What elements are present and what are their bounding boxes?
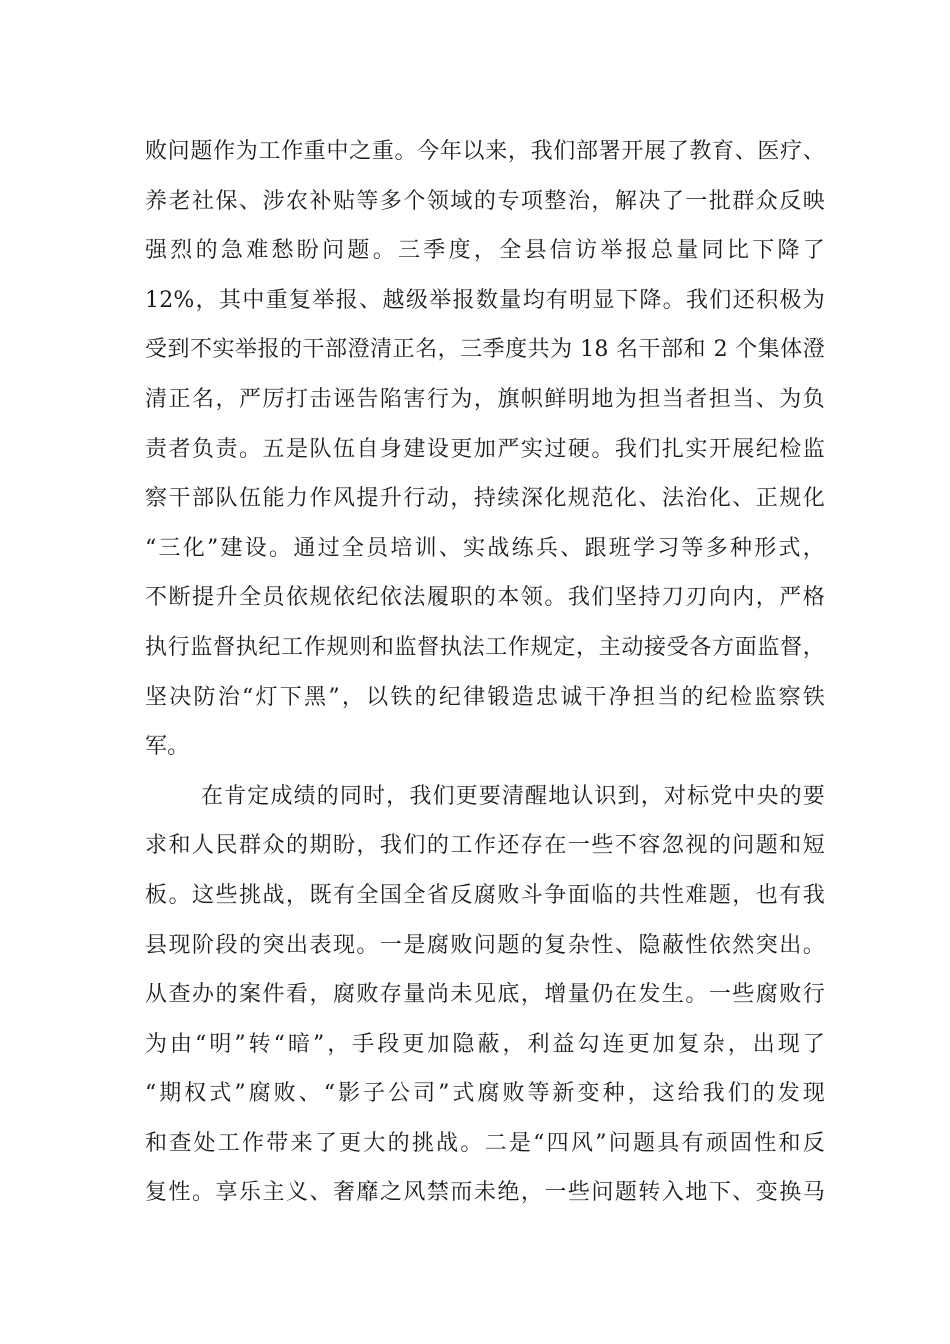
body-text — [145, 127, 825, 1218]
text-line: 12%，其中重复举报、越级举报数量均有明显下降。我们还积极为 — [145, 287, 825, 313]
text-line: 不断提升全员依规依纪依法履职的本领。我们坚持刀刃向内，严格 — [145, 585, 825, 611]
text-line: 从查办的案件看，腐败存量尚未见底，增量仍在发生。一些腐败行 — [145, 982, 825, 1008]
text-line: 清正名，严厉打击诬告陷害行为，旗帜鲜明地为担当者担当、为负 — [145, 386, 825, 412]
text-line: 求和人民群众的期盼，我们的工作还存在一些不容忽视的问题和短 — [145, 833, 825, 859]
text-line: 责者负责。五是队伍自身建设更加严实过硬。我们扎实开展纪检监 — [145, 436, 825, 462]
text-line: 坚决防治“灯下黑”，以铁的纪律锻造忠诚干净担当的纪检监察铁 — [145, 684, 825, 710]
text-line: 受到不实举报的干部澄清正名，三季度共为 18 名干部和 2 个集体澄 — [145, 337, 825, 363]
text-line: “三化”建设。通过全员培训、实战练兵、跟班学习等多种形式， — [145, 535, 825, 561]
text-line: 军。 — [145, 734, 190, 760]
text-line: 县现阶段的突出表现。一是腐败问题的复杂性、隐蔽性依然突出。 — [145, 932, 825, 958]
text-line: 复性。享乐主义、奢靡之风禁而未绝，一些问题转入地下、变换马 — [145, 1180, 825, 1206]
text-line: 养老社保、涉农补贴等多个领域的专项整治，解决了一批群众反映 — [145, 188, 825, 214]
text-line: 强烈的急难愁盼问题。三季度，全县信访举报总量同比下降了 — [145, 238, 825, 264]
text-line: 察干部队伍能力作风提升行动，持续深化规范化、法治化、正规化 — [145, 486, 825, 512]
text-line: 和查处工作带来了更大的挑战。二是“四风”问题具有顽固性和反 — [145, 1130, 825, 1156]
text-line: 为由“明”转“暗”，手段更加隐蔽，利益勾连更加复杂，出现了 — [145, 1031, 825, 1057]
text-line: 板。这些挑战，既有全国全省反腐败斗争面临的共性难题，也有我 — [145, 882, 825, 908]
text-line: “期权式”腐败、“影子公司”式腐败等新变种，这给我们的发现 — [145, 1081, 825, 1107]
text-line: 败问题作为工作重中之重。今年以来，我们部署开展了教育、医疗、 — [145, 139, 825, 164]
paragraph-first-line: 在肯定成绩的同时，我们更要清醒地认识到，对标党中央的要 — [201, 783, 825, 809]
text-line: 执行监督执纪工作规则和监督执法工作规定，主动接受各方面监督， — [145, 634, 825, 660]
